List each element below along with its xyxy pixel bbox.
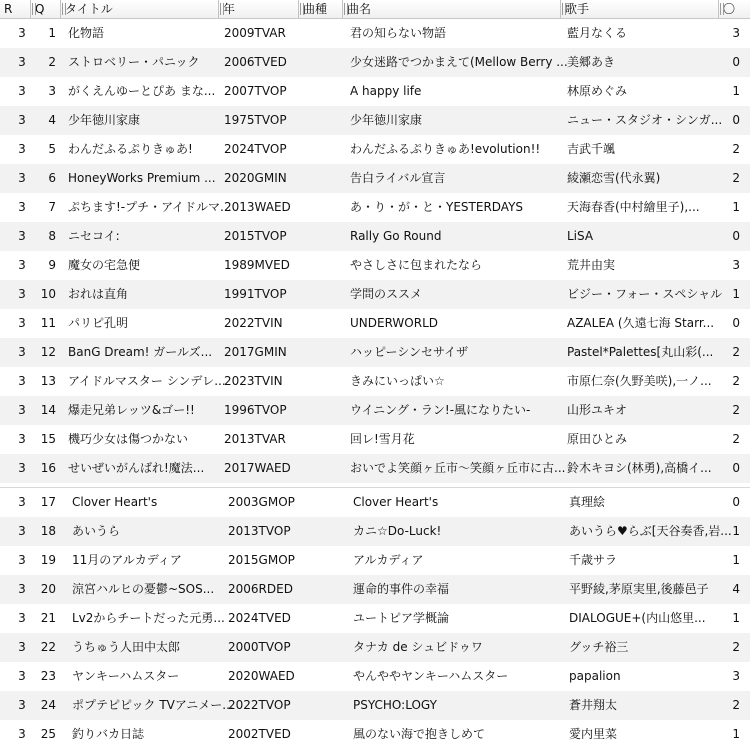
cell-circle: 0: [732, 316, 740, 330]
cell-title: ストロベリー・パニック: [68, 55, 200, 69]
cell-artist: あいうら♥らぶ[天谷奏香,岩...: [569, 524, 732, 538]
cell-artist: 平野綾,茅原実里,後藤邑子: [569, 582, 709, 596]
cell-r: 3: [18, 229, 26, 243]
cell-q: 19: [40, 553, 56, 567]
table-row[interactable]: [0, 396, 750, 425]
cell-kind: [300, 662, 342, 691]
cell-year: 2003GMOP: [228, 495, 295, 509]
cell-year: 2020GMIN: [224, 171, 287, 185]
cell-circle: 0: [732, 495, 740, 509]
cell-artist: ニュー・スタジオ・シンガ...: [567, 113, 723, 127]
cell-q: 15: [40, 432, 56, 446]
cell-year: 2017GMIN: [224, 345, 287, 359]
cell-artist: 山形ユキオ: [567, 403, 628, 417]
cell-q: 23: [40, 669, 56, 683]
cell-title: HoneyWorks Premium ...: [68, 171, 216, 185]
cell-q: 14: [40, 403, 56, 417]
cell-artist: Pastel*Palettes[丸山彩(...: [567, 345, 714, 359]
cell-r: 3: [18, 553, 26, 567]
cell-year: 2024TVED: [228, 611, 291, 625]
table-row[interactable]: [0, 280, 750, 309]
table-row[interactable]: [0, 604, 750, 633]
cell-year: 2015GMOP: [228, 553, 295, 567]
table-row[interactable]: [0, 164, 750, 193]
cell-r: 3: [18, 403, 26, 417]
cell-title: 11月のアルカディア: [72, 553, 182, 567]
cell-title: せいぜいがんばれ!魔法...: [68, 461, 205, 475]
cell-song: 風のない海で抱きしめて: [353, 727, 486, 741]
cell-artist: ビジー・フォー・スペシャル: [567, 287, 723, 301]
cell-artist: 原田ひとみ: [567, 432, 628, 446]
cell-r: 3: [18, 200, 26, 214]
cell-title: わんだふるぷりきゅあ!: [68, 142, 193, 156]
cell-title: ニセコイ:: [68, 229, 120, 243]
cell-artist: 藍月なくる: [567, 26, 628, 40]
cell-q: 18: [40, 524, 56, 538]
cell-year: 2006RDED: [228, 582, 293, 596]
cell-q: 9: [48, 258, 56, 272]
cell-song: 学問のススメ: [350, 287, 423, 301]
cell-song: Rally Go Round: [350, 229, 442, 243]
table-row[interactable]: [0, 222, 750, 251]
cell-song: ウイニング・ラン!-風になりたい-: [350, 403, 531, 417]
cell-r: 3: [18, 698, 26, 712]
cell-circle: 1: [732, 524, 740, 538]
cell-song: 回レ!雪月花: [350, 432, 415, 446]
cell-song: 運命的事件の幸福: [353, 582, 450, 596]
cell-kind: [300, 135, 342, 164]
cell-year: 2013WAED: [224, 200, 291, 214]
cell-title: ヤンキーハムスター: [72, 669, 180, 683]
cell-song: ハッピーシンセサイザ: [350, 345, 469, 359]
header-r[interactable]: R: [4, 2, 13, 16]
cell-circle: 2: [732, 171, 740, 185]
table-row[interactable]: [0, 309, 750, 338]
table-row[interactable]: [0, 662, 750, 691]
cell-r: 3: [18, 316, 26, 330]
cell-kind: [300, 575, 342, 604]
cell-artist: 蒼井翔太: [569, 698, 618, 712]
header-title[interactable]: タイトル: [60, 0, 218, 18]
cell-r: 3: [18, 171, 26, 185]
cell-q: 8: [48, 229, 56, 243]
cell-artist: 真理絵: [569, 495, 606, 509]
cell-year: 2015TVOP: [224, 229, 287, 243]
header-q[interactable]: Q: [30, 0, 60, 18]
cell-q: 11: [40, 316, 56, 330]
cell-kind: [300, 251, 342, 280]
cell-kind: [300, 222, 342, 251]
cell-circle: 2: [732, 403, 740, 417]
table-row[interactable]: [0, 517, 750, 546]
cell-q: 24: [40, 698, 56, 712]
cell-artist: DIALOGUE+(内山悠里...: [569, 611, 706, 625]
cell-year: 2006TVED: [224, 55, 287, 69]
cell-year: 2017WAED: [224, 461, 291, 475]
cell-song: A happy life: [350, 84, 422, 98]
cell-q: 25: [40, 727, 56, 741]
cell-kind: [300, 309, 342, 338]
cell-title: 少年徳川家康: [68, 113, 141, 127]
cell-song: あ・り・が・と・YESTERDAYS: [350, 200, 524, 214]
cell-artist: 荒井由実: [567, 258, 616, 272]
cell-title: 化物語: [68, 26, 105, 40]
cell-title: 釣りバカ日誌: [72, 727, 145, 741]
cell-song: タナカ de シュビドゥワ: [353, 640, 483, 654]
cell-circle: 1: [732, 553, 740, 567]
cell-kind: [300, 720, 342, 749]
cell-circle: 2: [732, 345, 740, 359]
cell-circle: 2: [732, 698, 740, 712]
cell-kind: [300, 633, 342, 662]
cell-q: 10: [40, 287, 56, 301]
cell-song: アルカディア: [353, 553, 424, 567]
table-row[interactable]: [0, 425, 750, 454]
cell-artist: 綾瀬恋雪(代永翼): [567, 171, 661, 185]
cell-r: 3: [18, 55, 26, 69]
cell-artist: papalion: [569, 669, 621, 683]
cell-song: PSYCHO:LOGY: [353, 698, 437, 712]
cell-title: Clover Heart's: [72, 495, 158, 509]
cell-circle: 0: [732, 113, 740, 127]
cell-kind: [300, 164, 342, 193]
cell-title: 魔女の宅急便: [68, 258, 141, 272]
cell-q: 2: [48, 55, 56, 69]
cell-year: 2020WAED: [228, 669, 295, 683]
cell-circle: 4: [732, 582, 740, 596]
table-row[interactable]: [0, 367, 750, 396]
cell-artist: 美郷あき: [567, 55, 616, 69]
table-row[interactable]: [0, 19, 750, 48]
cell-kind: [300, 193, 342, 222]
cell-circle: 0: [732, 461, 740, 475]
cell-kind: [300, 454, 342, 483]
cell-r: 3: [18, 287, 26, 301]
cell-circle: 3: [732, 258, 740, 272]
cell-title: アイドルマスター シンデレ...: [68, 374, 226, 388]
cell-q: 13: [40, 374, 56, 388]
header-artist[interactable]: 歌手: [560, 0, 718, 18]
cell-year: 1991TVOP: [224, 287, 287, 301]
cell-q: 17: [40, 495, 56, 509]
cell-r: 3: [18, 345, 26, 359]
cell-circle: 3: [732, 669, 740, 683]
cell-r: 3: [18, 640, 26, 654]
table-row[interactable]: [0, 251, 750, 280]
header-year[interactable]: 年: [218, 0, 298, 18]
cell-title: おれは直角: [68, 287, 129, 301]
cell-year: 2000TVOP: [228, 640, 291, 654]
cell-artist: 鈴木キヨシ(林勇),高橋イ...: [567, 461, 712, 475]
cell-circle: 1: [732, 611, 740, 625]
cell-kind: [300, 106, 342, 135]
cell-year: 1989MVED: [224, 258, 290, 272]
cell-q: 12: [40, 345, 56, 359]
cell-q: 3: [48, 84, 56, 98]
cell-song: 君の知らない物語: [350, 26, 447, 40]
cell-kind: [300, 425, 342, 454]
cell-title: BanG Dream! ガールズ...: [68, 345, 213, 359]
cell-artist: 吉武千颯: [567, 142, 616, 156]
table-row[interactable]: [0, 193, 750, 222]
cell-kind: [300, 77, 342, 106]
cell-artist: 天海春香(中村繪里子),...: [567, 200, 700, 214]
cell-r: 3: [18, 432, 26, 446]
cell-circle: 3: [732, 26, 740, 40]
cell-circle: 2: [732, 142, 740, 156]
header-circle[interactable]: 〇: [718, 0, 750, 18]
cell-kind: [300, 48, 342, 77]
cell-circle: 0: [732, 55, 740, 69]
section-divider: [0, 487, 750, 488]
cell-title: 機巧少女は傷つかない: [68, 432, 189, 446]
cell-year: 2024TVOP: [224, 142, 287, 156]
cell-r: 3: [18, 582, 26, 596]
cell-q: 1: [48, 26, 56, 40]
cell-song: UNDERWORLD: [350, 316, 439, 330]
cell-title: ポプテピピック TVアニメー...: [72, 698, 234, 712]
table-row[interactable]: [0, 691, 750, 720]
cell-year: 2022TVIN: [224, 316, 283, 330]
table-row[interactable]: [0, 546, 750, 575]
cell-artist: 市原仁奈(久野美咲),一ノ...: [567, 374, 712, 388]
cell-r: 3: [18, 113, 26, 127]
cell-year: 2013TVOP: [228, 524, 291, 538]
cell-year: 2022TVOP: [228, 698, 291, 712]
cell-r: 3: [18, 84, 26, 98]
cell-r: 3: [18, 495, 26, 509]
cell-title: パリピ孔明: [68, 316, 129, 330]
cell-circle: 2: [732, 640, 740, 654]
cell-year: 1996TVOP: [224, 403, 287, 417]
cell-circle: 2: [732, 374, 740, 388]
cell-song: わんだふるぷりきゅあ!evolution!!: [350, 142, 541, 156]
column-header: [0, 0, 750, 19]
cell-circle: 1: [732, 727, 740, 741]
cell-song: 少年徳川家康: [350, 113, 423, 127]
table-row[interactable]: [0, 77, 750, 106]
cell-circle: 2: [732, 432, 740, 446]
cell-song: やさしさに包まれたなら: [350, 258, 483, 272]
cell-r: 3: [18, 524, 26, 538]
cell-kind: [300, 517, 342, 546]
cell-kind: [300, 691, 342, 720]
cell-artist: 愛内里菜: [569, 727, 618, 741]
cell-circle: 0: [732, 229, 740, 243]
cell-kind: [300, 604, 342, 633]
cell-year: 2013TVAR: [224, 432, 286, 446]
cell-q: 6: [48, 171, 56, 185]
cell-kind: [300, 338, 342, 367]
cell-q: 21: [40, 611, 56, 625]
cell-circle: 1: [732, 84, 740, 98]
cell-r: 3: [18, 26, 26, 40]
cell-artist: AZALEA (久遠七海 Starr...: [567, 316, 715, 330]
cell-r: 3: [18, 258, 26, 272]
cell-r: 3: [18, 611, 26, 625]
header-kind[interactable]: 曲種: [298, 0, 342, 18]
cell-q: 7: [48, 200, 56, 214]
cell-title: うちゅう人田中太郎: [72, 640, 181, 654]
cell-q: 4: [48, 113, 56, 127]
cell-year: 2007TVOP: [224, 84, 287, 98]
table-row[interactable]: [0, 135, 750, 164]
cell-artist: 千歳サラ: [569, 553, 618, 567]
cell-year: 2009TVAR: [224, 26, 286, 40]
cell-title: あいうら: [72, 524, 121, 538]
header-song[interactable]: 曲名: [342, 0, 560, 18]
cell-artist: グッチ裕三: [569, 640, 629, 654]
cell-r: 3: [18, 142, 26, 156]
cell-artist: 林原めぐみ: [567, 84, 628, 98]
cell-song: ユートピア学概論: [353, 611, 450, 625]
cell-q: 5: [48, 142, 56, 156]
cell-song: おいでよ笑顔ヶ丘市～笑顔ヶ丘市に古...: [350, 461, 566, 475]
cell-song: カニ☆Do-Luck!: [353, 524, 442, 538]
cell-kind: [300, 367, 342, 396]
cell-artist: LiSA: [567, 229, 594, 243]
cell-q: 16: [40, 461, 56, 475]
cell-r: 3: [18, 727, 26, 741]
cell-title: がくえんゆーとぴあ まな...: [68, 84, 216, 98]
cell-circle: 1: [732, 200, 740, 214]
cell-circle: 1: [732, 287, 740, 301]
cell-kind: [300, 488, 342, 517]
cell-year: 1975TVOP: [224, 113, 287, 127]
cell-kind: [300, 19, 342, 48]
cell-year: 2023TVIN: [224, 374, 283, 388]
cell-year: 2002TVED: [228, 727, 291, 741]
cell-song: きみにいっぱい☆: [350, 374, 445, 388]
cell-title: ぷちます!-プチ・アイドルマ...: [68, 200, 232, 214]
cell-r: 3: [18, 669, 26, 683]
cell-r: 3: [18, 461, 26, 475]
cell-title: 爆走兄弟レッツ&ゴー!!: [68, 403, 195, 417]
cell-q: 22: [40, 640, 56, 654]
cell-r: 3: [18, 374, 26, 388]
table-row[interactable]: [0, 48, 750, 77]
cell-kind: [300, 546, 342, 575]
cell-song: 少女迷路でつかまえて(Mellow Berry ...: [350, 55, 568, 69]
table-row[interactable]: [0, 106, 750, 135]
cell-title: 涼宮ハルヒの憂鬱~SOS...: [72, 582, 215, 596]
cell-song: 告白ライバル宣言: [350, 171, 446, 185]
cell-song: Clover Heart's: [353, 495, 439, 509]
cell-q: 20: [40, 582, 56, 596]
cell-title: Lv2からチートだった元勇...: [72, 611, 225, 625]
table-row[interactable]: [0, 454, 750, 483]
table-row[interactable]: [0, 488, 750, 517]
table-row[interactable]: [0, 575, 750, 604]
cell-kind: [300, 396, 342, 425]
table-row[interactable]: [0, 720, 750, 749]
table-row[interactable]: [0, 633, 750, 662]
table-row[interactable]: [0, 338, 750, 367]
cell-kind: [300, 280, 342, 309]
cell-song: やんややヤンキーハムスター: [353, 669, 509, 683]
